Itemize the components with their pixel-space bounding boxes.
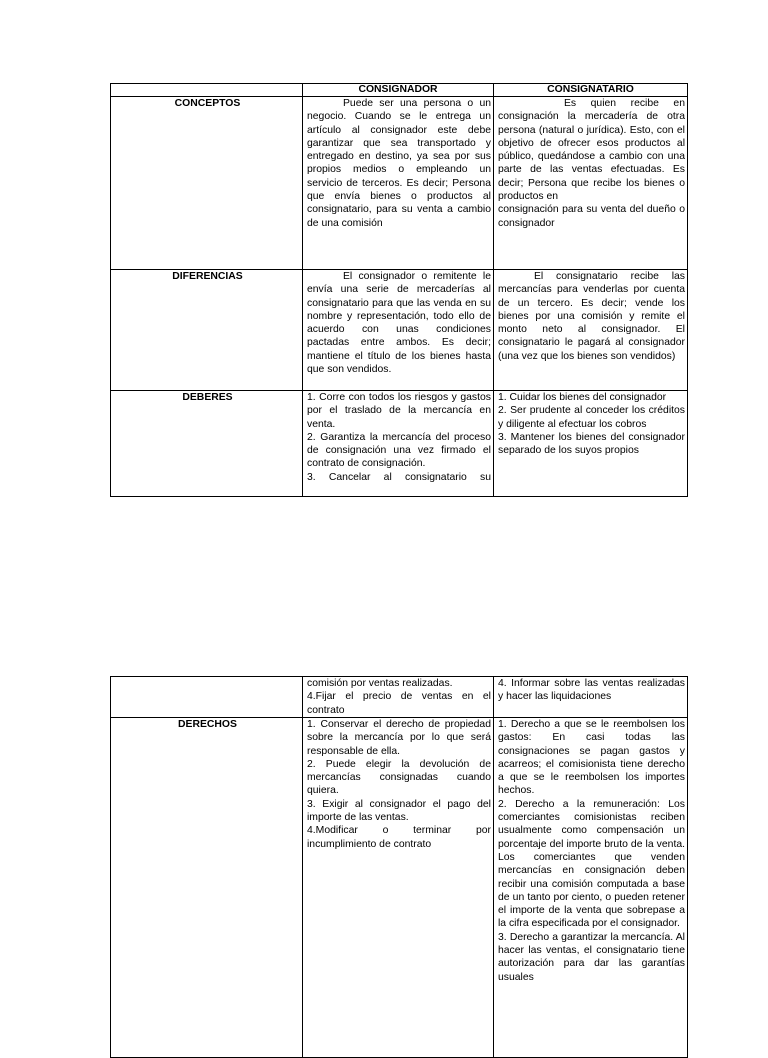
conceptos-consignatario — [494, 97, 688, 270]
derechos-consignatario-item: 3. Derecho a garantizar la mercancía. Al hacer las ventas, el consignatario tiene autorización para dar las garantías usuales — [498, 931, 685, 983]
diferencias-consignador-text: El consignador o remitente le envía una serie de mercaderías al consignatario para que las venda en su nombre y representación, todo ello de acuerdo con unas condiciones pactadas entre ambos. Es decir; mantiene el título de los bienes hasta que son vendidos. — [307, 271, 491, 376]
deberes-consignatario-item: 1. Cuidar los bienes del consignador — [498, 392, 667, 403]
deberes-consignador-continued — [303, 677, 494, 718]
deberes-consignador-item: 4.Fijar el precio de ventas en el contrato — [307, 691, 491, 716]
deberes-consignador-item: 3. Cancelar al consignatario su — [307, 471, 491, 483]
header-blank — [111, 84, 303, 97]
deberes-consignatario-continued — [494, 677, 688, 718]
row-label-blank — [111, 677, 303, 718]
row-derechos — [111, 718, 688, 1058]
row-label-diferencias: DIFERENCIAS — [111, 270, 303, 391]
row-deberes-continued — [111, 677, 688, 718]
row-diferencias — [111, 270, 688, 391]
derechos-consignatario-item: 1. Derecho a que se le reembolsen los gastos: En casi todas las consignaciones se pagan gastos y acarreos; el comisionista tiene derecho a que se le reembolsen los importes hechos. — [498, 719, 685, 797]
diferencias-consignatario — [494, 270, 688, 391]
conceptos-consignatario-text: Es quien recibe en consignación la mercadería de otra persona (natural o jurídica). Esto, con el objetivo de ofrecer esos productos al público, quedándose a cambio con una parte de las ventas efectuadas. Es decir; Persona que recibe los bienes o productos en — [498, 98, 685, 203]
deberes-consignatario-item: 3. Mantener los bienes del consignador separado de los suyos propios — [498, 431, 685, 457]
deberes-consignatario-item: 2. Ser prudente al conceder los créditos y diligente al efectuar los cobros — [498, 405, 685, 430]
comparison-table-page-2 — [110, 676, 688, 1058]
header-row — [111, 84, 688, 97]
row-label-derechos: DERECHOS — [111, 718, 303, 1058]
row-label-deberes: DEBERES — [111, 391, 303, 497]
derechos-consignatario-item: 2. Derecho a la remuneración: Los comerciantes comisionistas reciben usualmente como compensación un porcentaje del importe bruto de la venta. Los comerciantes que venden mercancías en consignación deben recibir una comisión computada a base de un tanto por ciento, o pueden retener el importe de la venta que sobrepase a la cifra especificada por el consignador. — [498, 798, 685, 930]
header-consignatario: CONSIGNATARIO — [494, 84, 688, 97]
derechos-consignador — [303, 718, 494, 1058]
header-consignador: CONSIGNADOR — [303, 84, 494, 97]
diferencias-consignador — [303, 270, 494, 391]
conceptos-consignador — [303, 97, 494, 270]
row-conceptos — [111, 97, 688, 270]
conceptos-consignatario-text-2: consignación para su venta del dueño o consignador — [498, 204, 685, 229]
derechos-consignador-item: 2. Puede elegir la devolución de mercancías consignadas cuando quiera. — [307, 758, 491, 797]
deberes-consignador-item: 1. Corre con todos los riesgos y gastos por el traslado de la mercancía en venta. — [307, 392, 491, 430]
derechos-consignatario — [494, 718, 688, 1058]
derechos-consignador-item: 1. Conservar el derecho de propiedad sobre la mercancía por lo que será responsable de ella. — [307, 719, 491, 757]
row-label-conceptos: CONCEPTOS — [111, 97, 303, 270]
row-deberes — [111, 391, 688, 497]
conceptos-consignador-text: Puede ser una persona o un negocio. Cuando se le entrega un artículo al consignador este debe garantizar que sea transportado y entregado en destino, ya sea por sus propios medios o empleando un servicio de terceros. Es decir; Persona que envía bienes o productos al consignatario, para su venta a cambio de una comisión — [307, 98, 491, 229]
deberes-consignatario — [494, 391, 688, 497]
deberes-consignatario-item: 4. Informar sobre las ventas realizadas y hacer las liquidaciones — [498, 678, 685, 703]
deberes-consignador — [303, 391, 494, 497]
derechos-consignador-item: 4.Modificar o terminar por incumplimiento de contrato — [307, 825, 491, 850]
deberes-consignador-item: comisión por ventas realizadas. — [307, 678, 453, 689]
derechos-consignador-item: 3. Exigir al consignador el pago del importe de las ventas. — [307, 798, 491, 824]
deberes-consignador-item: 2. Garantiza la mercancía del proceso de consignación una vez firmado el contrato de consignación. — [307, 431, 491, 470]
diferencias-consignatario-text: El consignatario recibe las mercancías para venderlas por cuenta de un tercero. Es decir; vende los bienes por una comisión y remite el monto neto al consignador. El consignatario le pagará al consignador (una vez que los bienes son vendidos) — [498, 271, 685, 362]
comparison-table-page-1 — [110, 83, 688, 497]
